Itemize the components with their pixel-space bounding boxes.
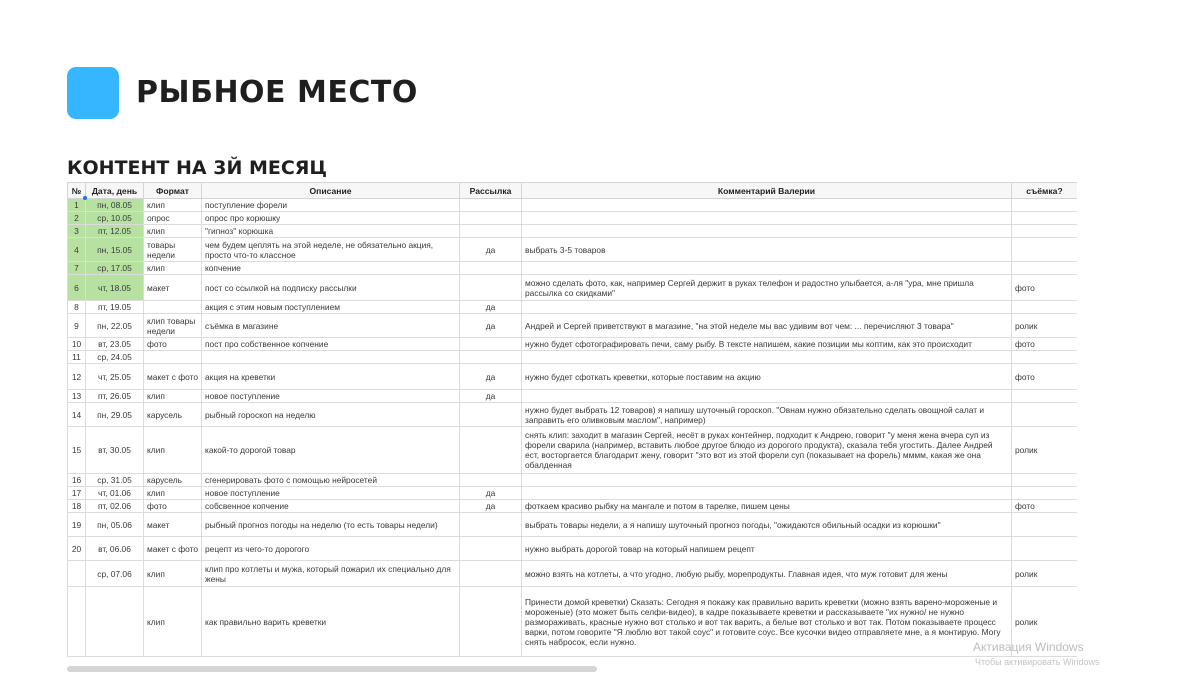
cell-description[interactable]: акция с этим новым поступлением	[202, 301, 460, 314]
cell-mailing[interactable]	[460, 338, 522, 351]
horizontal-scrollbar[interactable]	[67, 666, 597, 672]
cell-mailing[interactable]: да	[460, 314, 522, 338]
cell-mailing[interactable]	[460, 225, 522, 238]
cell-date[interactable]: ср, 10.05	[86, 212, 144, 225]
cell-mailing[interactable]	[460, 275, 522, 301]
cell-comment[interactable]: выбрать товары недели, а я напишу шуточный прогноз погоды, "ожидаются обильный осадки из корюшки"	[522, 513, 1012, 537]
cell-date[interactable]: пн, 05.06	[86, 513, 144, 537]
windows-activation-hint: Чтобы активировать Windows	[975, 657, 1100, 667]
cell-format[interactable]: товары недели	[144, 238, 202, 262]
cell-number[interactable]: 3	[68, 225, 86, 238]
cell-description[interactable]: клип про котлеты и мужа, который пожарил их специально для жены	[202, 561, 460, 587]
cell-format[interactable]	[144, 301, 202, 314]
cell-format[interactable]: макет	[144, 275, 202, 301]
cell-comment[interactable]: нужно будет выбрать 12 товаров) я напишу шуточный гороскоп. "Овнам нужно обязательно сделать овощной салат и заправить его оливковым маслом", например)	[522, 403, 1012, 427]
cell-format[interactable]: клип	[144, 199, 202, 212]
cell-mailing[interactable]: да	[460, 500, 522, 513]
content-plan-table	[67, 182, 1077, 657]
cell-comment[interactable]: можно взять на котлеты, а что угодно, любую рыбу, морепродукты. Главная идея, что муж готовит для жены	[522, 561, 1012, 587]
table-row[interactable]	[68, 351, 1078, 364]
cell-description[interactable]: поступление форели	[202, 199, 460, 212]
cell-date[interactable]: пн, 29.05	[86, 403, 144, 427]
table-row[interactable]	[68, 238, 1078, 262]
cell-shoot[interactable]	[1012, 403, 1078, 427]
cell-date[interactable]: пн, 22.05	[86, 314, 144, 338]
cell-date[interactable]: пн, 15.05	[86, 238, 144, 262]
cell-comment[interactable]	[522, 351, 1012, 364]
cell-date[interactable]: чт, 01.06	[86, 487, 144, 500]
col-header-mailing[interactable]: Рассылка	[460, 183, 522, 199]
table-row[interactable]	[68, 474, 1078, 487]
cell-date[interactable]: пт, 19.05	[86, 301, 144, 314]
cell-mailing[interactable]: да	[460, 301, 522, 314]
cell-comment[interactable]: нужно будет сфоткать креветки, которые поставим на акцию	[522, 364, 1012, 390]
cell-mailing[interactable]	[460, 351, 522, 364]
cell-shoot[interactable]	[1012, 238, 1078, 262]
cell-number[interactable]: 10	[68, 338, 86, 351]
cell-format[interactable]: клип товары недели	[144, 314, 202, 338]
table-row[interactable]	[68, 275, 1078, 301]
cell-shoot[interactable]: фото	[1012, 364, 1078, 390]
cell-shoot[interactable]	[1012, 225, 1078, 238]
spreadsheet	[67, 182, 1077, 672]
cell-number[interactable]: 11	[68, 351, 86, 364]
cell-format[interactable]: карусель	[144, 474, 202, 487]
cell-number[interactable]: 2	[68, 212, 86, 225]
cell-description[interactable]: новое поступление	[202, 487, 460, 500]
cell-shoot[interactable]	[1012, 212, 1078, 225]
cell-comment[interactable]: снять клип: заходит в магазин Сергей, несёт в руках контейнер, подходит к Андрею, говорит "у меня жена вчера суп из форели сварила (например, вставить любое другое блюдо из дорогого продукта), сказала тебя угостить. Далее Андрей ест, восторгается благодарит жену, говорит "это вот из этой форели суп (показывает на форель) мммм, какая же она обалденная	[522, 427, 1012, 474]
cell-format[interactable]: макет с фото	[144, 537, 202, 561]
cell-shoot[interactable]: фото	[1012, 338, 1078, 351]
cell-comment[interactable]: Принести домой креветки) Сказать: Сегодня я покажу как правильно варить креветки (можно взять варено-мороженые и мороженые) (это может быть селфи-видео), в кадре показываете креветки и рассказываете "их нужно/ не нужно размораживать, красные нужно вот столько и вот так варить, а белые вот столько и вот так. Потом показываете процесс варки, потом говорите "Я люблю вот такой соус" и готовите соус. Все кусочки видео отправляете мне, а я монтирую. Могу снять набросок, если нужно.	[522, 587, 1012, 657]
table-row[interactable]	[68, 587, 1078, 657]
cell-format[interactable]: макет	[144, 513, 202, 537]
cell-description[interactable]: сгенерировать фото с помощью нейросетей	[202, 474, 460, 487]
cell-date[interactable]	[86, 587, 144, 657]
cell-description[interactable]: рыбный прогноз погоды на неделю (то есть товары недели)	[202, 513, 460, 537]
cell-number[interactable]: 18	[68, 500, 86, 513]
col-header-date[interactable]: Дата, день	[86, 183, 144, 199]
brand-logo	[67, 67, 119, 119]
cell-date[interactable]: пн, 08.05	[86, 199, 144, 212]
table-row[interactable]	[68, 199, 1078, 212]
cell-description[interactable]: опрос про корюшку	[202, 212, 460, 225]
cell-comment[interactable]	[522, 474, 1012, 487]
cell-comment[interactable]: выбрать 3-5 товаров	[522, 238, 1012, 262]
cell-number[interactable]: 6	[68, 275, 86, 301]
cell-shoot[interactable]: ролик	[1012, 561, 1078, 587]
col-header-shoot[interactable]: съёмка?	[1012, 183, 1078, 199]
cell-number[interactable]	[68, 587, 86, 657]
table-row[interactable]	[68, 225, 1078, 238]
cell-format[interactable]: фото	[144, 338, 202, 351]
cell-description[interactable]: новое поступление	[202, 390, 460, 403]
table-row[interactable]	[68, 500, 1078, 513]
cell-shoot[interactable]	[1012, 537, 1078, 561]
cell-mailing[interactable]: да	[460, 487, 522, 500]
cell-description[interactable]: акция на креветки	[202, 364, 460, 390]
cell-description[interactable]: рецепт из чего-то дорогого	[202, 537, 460, 561]
cell-mailing[interactable]	[460, 199, 522, 212]
header-row	[68, 183, 1078, 199]
cell-description[interactable]: собсвенное копчение	[202, 500, 460, 513]
cell-date[interactable]: вт, 30.05	[86, 427, 144, 474]
cell-shoot[interactable]: ролик	[1012, 314, 1078, 338]
table-row[interactable]	[68, 513, 1078, 537]
cell-mailing[interactable]: да	[460, 390, 522, 403]
cell-number[interactable]: 20	[68, 537, 86, 561]
table-row[interactable]	[68, 338, 1078, 351]
table-row[interactable]	[68, 537, 1078, 561]
col-header-number[interactable]: №	[68, 183, 86, 199]
cell-description[interactable]: пост про собственное копчение	[202, 338, 460, 351]
cell-number[interactable]: 17	[68, 487, 86, 500]
cell-shoot[interactable]: ролик	[1012, 587, 1078, 657]
cell-number[interactable]: 7	[68, 262, 86, 275]
cell-date[interactable]: вт, 06.06	[86, 537, 144, 561]
cell-description[interactable]: "гипноз" корюшка	[202, 225, 460, 238]
cell-format[interactable]: фото	[144, 500, 202, 513]
cell-description[interactable]: копчение	[202, 262, 460, 275]
cell-format[interactable]: клип	[144, 390, 202, 403]
table-row[interactable]	[68, 212, 1078, 225]
cell-date[interactable]: ср, 07.06	[86, 561, 144, 587]
table-row[interactable]	[68, 301, 1078, 314]
cell-mailing[interactable]	[460, 474, 522, 487]
cell-number[interactable]: 16	[68, 474, 86, 487]
cell-mailing[interactable]	[460, 561, 522, 587]
cell-shoot[interactable]: фото	[1012, 500, 1078, 513]
cell-number[interactable]: 15	[68, 427, 86, 474]
cell-number[interactable]: 13	[68, 390, 86, 403]
cell-mailing[interactable]: да	[460, 238, 522, 262]
cell-shoot[interactable]	[1012, 513, 1078, 537]
cell-date[interactable]: чт, 18.05	[86, 275, 144, 301]
cell-format[interactable]: клип	[144, 427, 202, 474]
cell-shoot[interactable]	[1012, 301, 1078, 314]
cell-number[interactable]: 14	[68, 403, 86, 427]
cell-format[interactable]: клип	[144, 262, 202, 275]
cell-shoot[interactable]: ролик	[1012, 427, 1078, 474]
cell-comment[interactable]	[522, 212, 1012, 225]
cell-format[interactable]: клип	[144, 487, 202, 500]
cell-format[interactable]: клип	[144, 587, 202, 657]
cell-mailing[interactable]	[460, 537, 522, 561]
cell-number[interactable]: 12	[68, 364, 86, 390]
cell-comment[interactable]	[522, 262, 1012, 275]
brand-title: РЫБНОЕ МЕСТО	[136, 75, 418, 110]
cell-mailing[interactable]	[460, 262, 522, 275]
col-header-format[interactable]: Формат	[144, 183, 202, 199]
cell-format[interactable]	[144, 351, 202, 364]
cell-format[interactable]: опрос	[144, 212, 202, 225]
cell-mailing[interactable]	[460, 212, 522, 225]
table-row[interactable]	[68, 364, 1078, 390]
cell-comment[interactable]	[522, 225, 1012, 238]
cell-shoot[interactable]	[1012, 199, 1078, 212]
cell-date[interactable]: ср, 17.05	[86, 262, 144, 275]
selection-handle[interactable]	[83, 196, 87, 200]
cell-number[interactable]: 19	[68, 513, 86, 537]
cell-format[interactable]: клип	[144, 225, 202, 238]
cell-comment[interactable]: нужно будет сфотографировать печи, саму рыбу. В тексте напишем, какие позиции мы коптим, как это происходит	[522, 338, 1012, 351]
table-row[interactable]	[68, 390, 1078, 403]
cell-date[interactable]: ср, 24.05	[86, 351, 144, 364]
cell-mailing[interactable]	[460, 587, 522, 657]
cell-comment[interactable]: фоткаем красиво рыбку на мангале и потом в тарелке, пишем цены	[522, 500, 1012, 513]
cell-shoot[interactable]	[1012, 351, 1078, 364]
cell-number[interactable]	[68, 561, 86, 587]
cell-shoot[interactable]	[1012, 262, 1078, 275]
cell-date[interactable]: ср, 31.05	[86, 474, 144, 487]
cell-date[interactable]: пт, 12.05	[86, 225, 144, 238]
cell-date[interactable]: вт, 23.05	[86, 338, 144, 351]
cell-shoot[interactable]	[1012, 390, 1078, 403]
table-row[interactable]	[68, 403, 1078, 427]
cell-description[interactable]: съёмка в магазине	[202, 314, 460, 338]
table-row[interactable]	[68, 427, 1078, 474]
cell-mailing[interactable]	[460, 403, 522, 427]
cell-comment[interactable]: Андрей и Сергей приветствуют в магазине, "на этой неделе мы вас удивим вот чем: ... перечисляют 3 товара"	[522, 314, 1012, 338]
cell-mailing[interactable]: да	[460, 364, 522, 390]
cell-format[interactable]: карусель	[144, 403, 202, 427]
cell-format[interactable]: клип	[144, 561, 202, 587]
cell-number[interactable]: 1	[68, 199, 86, 212]
cell-comment[interactable]	[522, 390, 1012, 403]
cell-description[interactable]: какой-то дорогой товар	[202, 427, 460, 474]
cell-description[interactable]: пост со ссылкой на подписку рассылки	[202, 275, 460, 301]
cell-description[interactable]: рыбный гороскоп на неделю	[202, 403, 460, 427]
cell-description[interactable]: чем будем цеплять на этой неделе, не обязательно акция, просто что-то классное	[202, 238, 460, 262]
cell-description[interactable]	[202, 351, 460, 364]
cell-date[interactable]: пт, 26.05	[86, 390, 144, 403]
cell-description[interactable]: как правильно варить креветки	[202, 587, 460, 657]
cell-number[interactable]: 4	[68, 238, 86, 262]
windows-activation-watermark: Активация Windows	[973, 640, 1084, 654]
cell-shoot[interactable]	[1012, 474, 1078, 487]
table-row[interactable]	[68, 262, 1078, 275]
table-row[interactable]	[68, 314, 1078, 338]
cell-comment[interactable]: нужно выбрать дорогой товар на который напишем рецепт	[522, 537, 1012, 561]
col-header-description[interactable]: Описание	[202, 183, 460, 199]
cell-number[interactable]: 8	[68, 301, 86, 314]
cell-mailing[interactable]	[460, 513, 522, 537]
cell-date[interactable]: чт, 25.05	[86, 364, 144, 390]
section-title: КОНТЕНТ НА 3Й МЕСЯЦ	[67, 157, 328, 179]
cell-format[interactable]: макет с фото	[144, 364, 202, 390]
cell-number[interactable]: 9	[68, 314, 86, 338]
table-row[interactable]	[68, 561, 1078, 587]
cell-comment[interactable]	[522, 487, 1012, 500]
cell-date[interactable]: пт, 02.06	[86, 500, 144, 513]
table-row[interactable]	[68, 487, 1078, 500]
col-header-comment[interactable]: Комментарий Валерии	[522, 183, 1012, 199]
cell-shoot[interactable]: фото	[1012, 275, 1078, 301]
cell-comment[interactable]	[522, 301, 1012, 314]
cell-mailing[interactable]	[460, 427, 522, 474]
cell-comment[interactable]	[522, 199, 1012, 212]
cell-comment[interactable]: можно сделать фото, как, например Сергей держит в руках телефон и радостно улыбается, а-ля "ура, мне пришла рассылка со скидками"	[522, 275, 1012, 301]
cell-shoot[interactable]	[1012, 487, 1078, 500]
